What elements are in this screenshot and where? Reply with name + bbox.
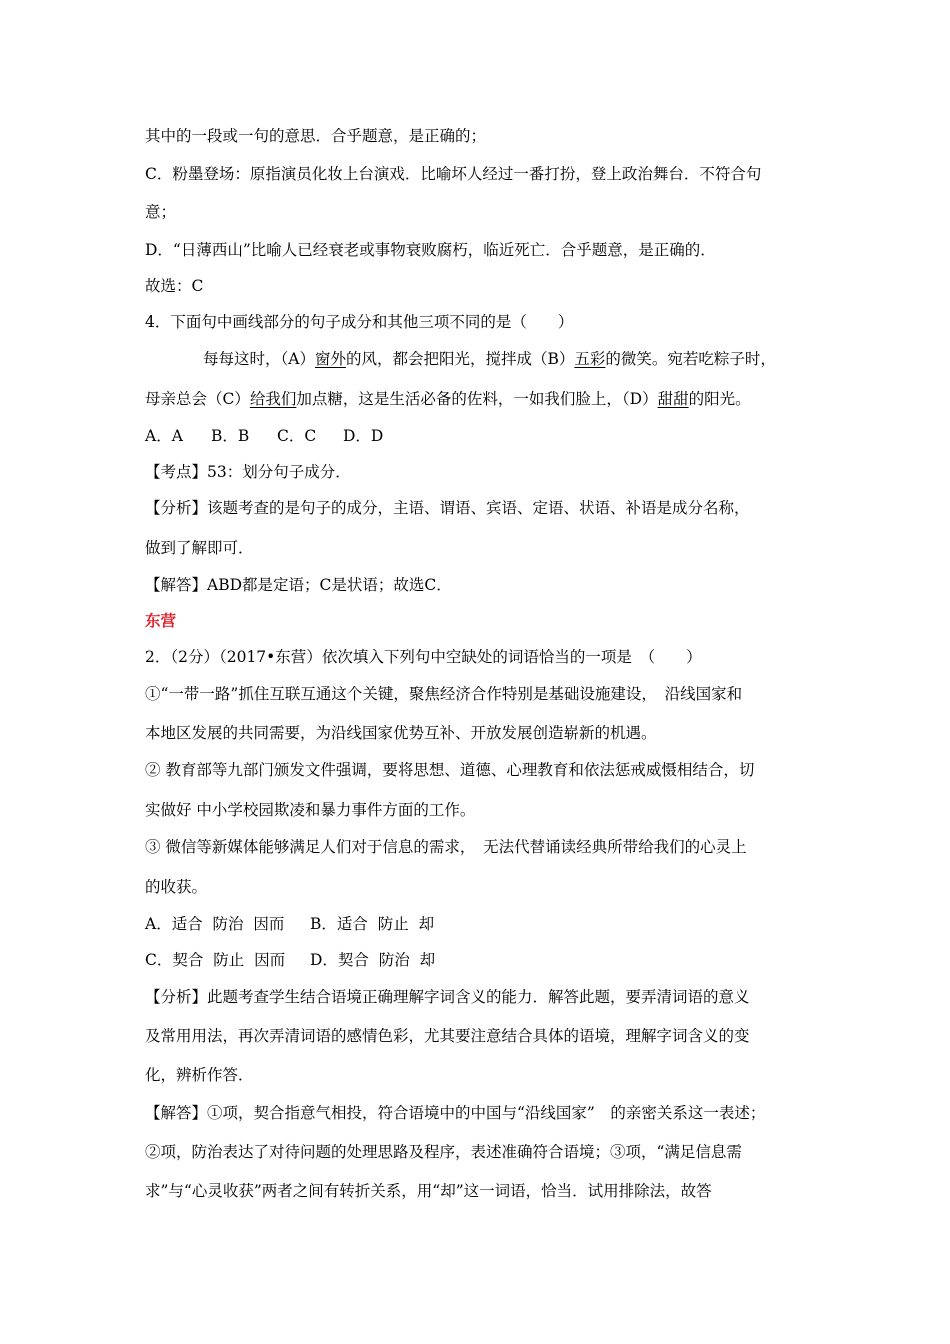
option-b: B．适合 防止 却 xyxy=(310,915,435,933)
text-line: 意； xyxy=(145,203,177,221)
option-c: C．契合 防止 因而 xyxy=(145,951,286,969)
text-line: C．粉墨登场：原指演员化妆上台演戏．比喻坏人经过一番打扮，登上政治舞台．不符合句 xyxy=(145,165,762,183)
question-2: 2．（2分）（2017•东营）依次填入下列句中空缺处的词语恰当的一项是 （ ） xyxy=(145,648,702,666)
text-line: 故选：C xyxy=(145,277,204,295)
section-heading: 东营 xyxy=(145,611,177,630)
text-line: D．“日薄西山”比喻人已经衰老或事物衰败腐朽，临近死亡．合乎题意，是正确的． xyxy=(145,241,716,259)
kaodian: 【考点】53：划分句子成分． xyxy=(145,463,351,481)
option-c: C．C xyxy=(277,427,317,445)
option-d: D．契合 防治 却 xyxy=(310,951,436,969)
options-row-1 xyxy=(145,914,434,934)
passage-text: 母亲总会（C） xyxy=(145,390,250,408)
analysis-line: 【分析】该题考查的是句子的成分，主语、谓语、宾语、定语、状语、补语是成分名称， xyxy=(145,499,750,517)
passage-text: 加点糖，这是生活必备的佐料，一如我们脸上，（D） xyxy=(296,390,658,408)
option-a: A．A xyxy=(145,427,183,445)
analysis-line: 化，辨析作答． xyxy=(145,1066,254,1084)
underlined-phrase-c: 给我们 xyxy=(249,390,297,408)
sentence-2-cont: 实做好 中小学校园欺凌和暴力事件方面的工作。 xyxy=(145,801,476,819)
options-row-2 xyxy=(145,950,435,970)
passage-text: 的阳光。 xyxy=(688,390,751,408)
underlined-phrase-b: 五彩 xyxy=(574,350,606,368)
sentence-3: ③ 微信等新媒体能够满足人们对于信息的需求， 无法代替诵读经典所带给我们的心灵上 xyxy=(145,838,747,856)
options-q4 xyxy=(145,426,383,446)
underlined-phrase-d: 甜甜 xyxy=(657,390,689,408)
answer-line: 【解答】①项，契合指意气相投，符合语境中的中国与“沿线国家” 的亲密关系这一表述； xyxy=(145,1104,766,1122)
analysis-line: 及常用用法，再次弄清词语的感情色彩，尤其要注意结合具体的语境，理解字词含义的变 xyxy=(145,1027,750,1045)
question-4: 4．下面句中画线部分的句子成分和其他三项不同的是（ ） xyxy=(145,313,574,331)
passage-text: 的微笑。宛若吃粽子时， xyxy=(605,350,776,368)
option-b: B．B xyxy=(211,427,250,445)
passage-text: 每每这时，（A） xyxy=(203,350,315,368)
text-line: 其中的一段或一句的意思．合乎题意，是正确的； xyxy=(145,127,487,145)
analysis-line: 做到了解即可． xyxy=(145,539,254,557)
passage-line-1 xyxy=(203,349,776,369)
option-d: D．D xyxy=(343,427,384,445)
sentence-1: ①“一带一路”抓住互联互通这个关键，聚焦经济合作特别是基础设施建设， 沿线国家和 xyxy=(145,685,743,703)
passage-text: 的风，都会把阳光，搅拌成（B） xyxy=(345,350,575,368)
sentence-2: ② 教育部等九部门颁发文件强调，要将思想、道德、心理教育和依法惩戒威慑相结合，切 xyxy=(145,761,755,779)
passage-line-2 xyxy=(145,389,751,409)
option-a: A．适合 防治 因而 xyxy=(145,915,285,933)
sentence-3-cont: 的收获。 xyxy=(145,878,208,896)
underlined-phrase-a: 窗外 xyxy=(314,350,346,368)
answer-line: ②项，防治表达了对待问题的处理思路及程序，表述准确符合语境；③项，“满足信息需 xyxy=(145,1143,742,1161)
answer-line: 【解答】ABD都是定语；C是状语；故选C． xyxy=(145,576,452,594)
sentence-1-cont: 本地区发展的共同需要，为沿线国家优势互补、开放发展创造崭新的机遇。 xyxy=(145,724,657,742)
analysis-line: 【分析】此题考查学生结合语境正确理解字词含义的能力．解答此题，要弄清词语的意义 xyxy=(145,988,750,1006)
answer-line: 求”与“心灵收获”两者之间有转折关系，用“却”这一词语，恰当．试用排除法，故答 xyxy=(145,1182,712,1200)
